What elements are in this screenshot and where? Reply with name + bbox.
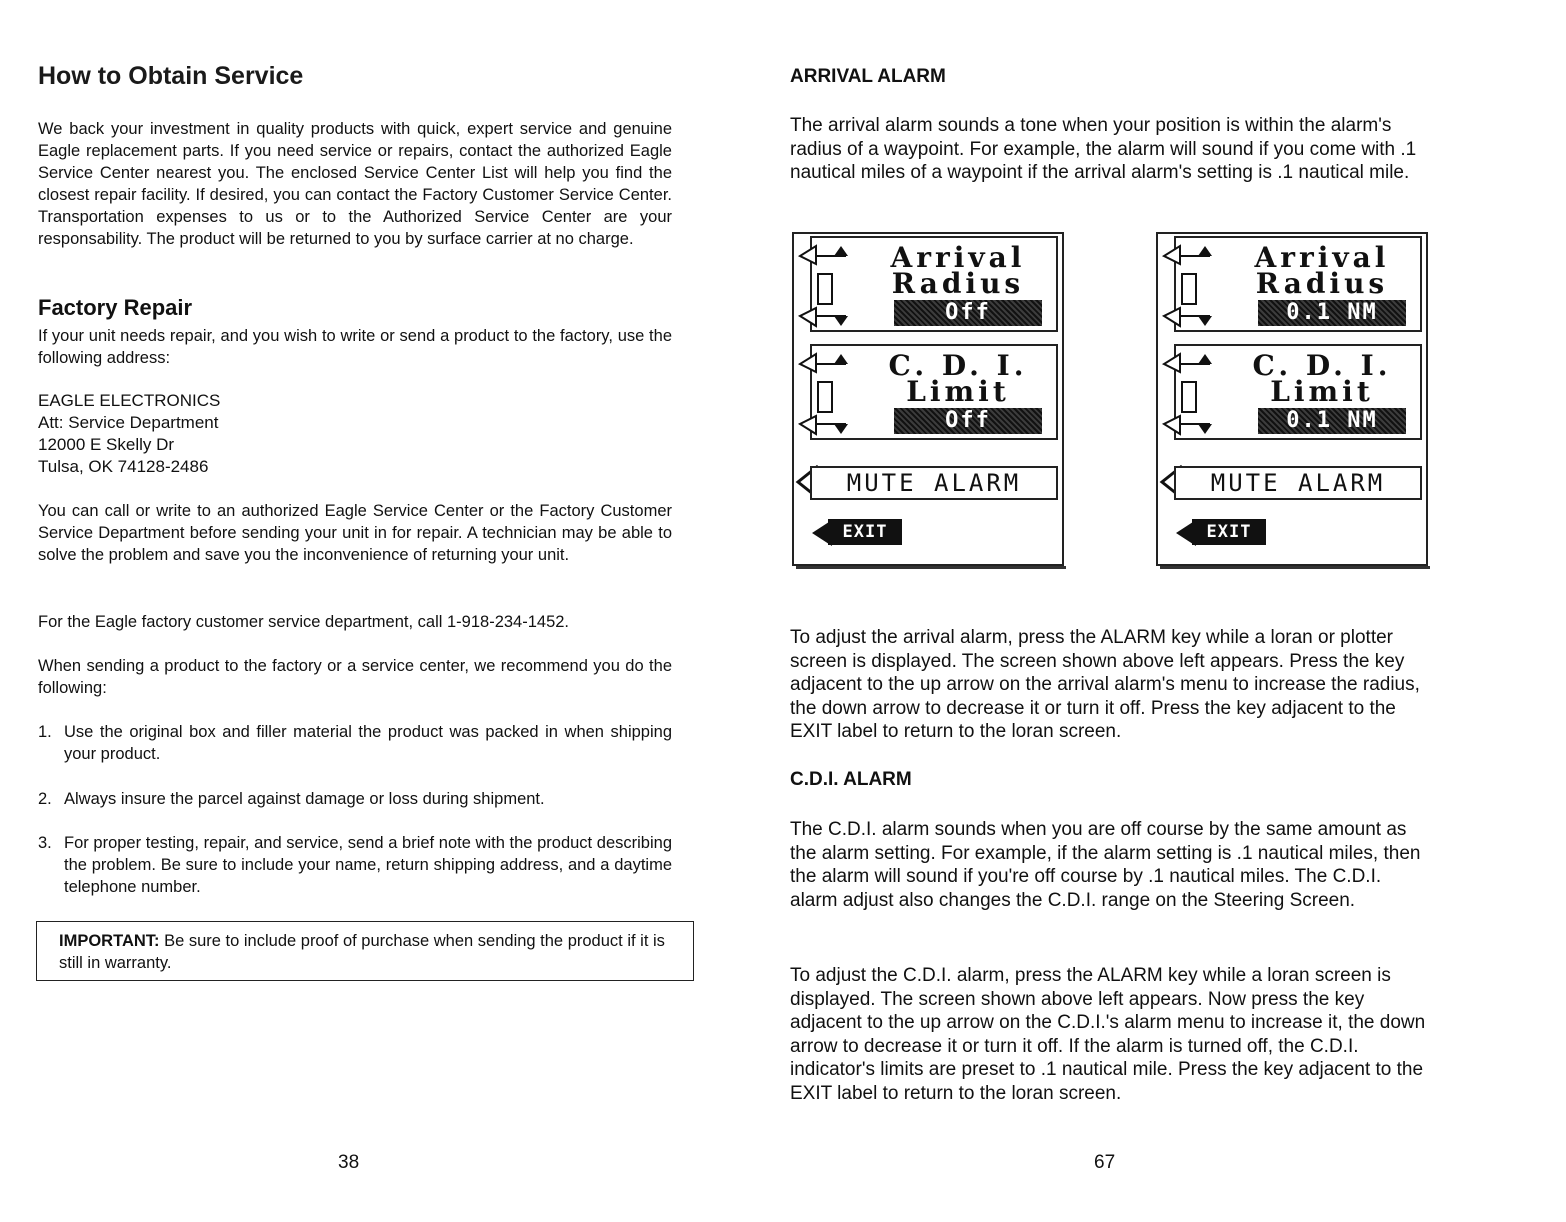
exit-text: EXIT <box>1192 519 1266 545</box>
arrival-alarm-heading: ARRIVAL ALARM <box>790 66 946 87</box>
cdi-limit-value: 0.1 NM <box>1258 408 1406 434</box>
address-line: EAGLE ELECTRONICS <box>38 391 221 410</box>
cdi-alarm-paragraph: The C.D.I. alarm sounds when you are off course by the same amount as the alarm setting. For example, if the alarm setting is .1 nautical miles, then the alarm will sound if you're off course by .1 nautical miles. The C.D.I. alarm adjust also changes the C.D.I. range on the Steering Screen. <box>790 819 1421 911</box>
alarm-screen-right <box>1156 232 1428 566</box>
cdi-limit-menu <box>810 344 1058 440</box>
cdi-alarm-heading: C.D.I. ALARM <box>790 769 912 790</box>
cdi-limit-menu <box>1174 344 1422 440</box>
mute-alarm-label: MUTE ALARM <box>1174 466 1422 500</box>
menu-title-line1: C. D. I. <box>1252 349 1392 382</box>
up-down-arrows-icon <box>1160 242 1220 330</box>
exit-label <box>1174 518 1266 548</box>
page-number: 67 <box>1094 1152 1116 1173</box>
menu-title-line1: Arrival <box>890 241 1026 274</box>
menu-title-line2: Limit <box>1270 375 1374 408</box>
screen-shadow <box>796 566 1066 569</box>
menu-title-line2: Radius <box>1255 267 1389 300</box>
alarm-screen-left <box>792 232 1064 566</box>
address-line: 12000 E Skelly Dr <box>38 435 175 454</box>
adjust-cdi-paragraph: To adjust the C.D.I. alarm, press the ALARM key while a loran screen is displayed. The screen shown above left appears. Now press the key adjacent to the up arrow on the C.D.I.'s alarm menu to increase it, the down arrow to decrease it or turn it off. If the alarm is turned off, the C.D.I. indicator's limits are preset to .1 nautical mile. Press the key adjacent to the EXIT label to return to the loran screen. <box>790 965 1426 1104</box>
menu-title-line2: Radius <box>891 267 1025 300</box>
list-item <box>38 721 672 765</box>
important-note <box>36 921 694 981</box>
page-number: 38 <box>338 1152 360 1173</box>
arrival-radius-menu <box>810 236 1058 332</box>
address-block <box>38 390 220 478</box>
list-item <box>38 788 672 810</box>
adjust-arrival-paragraph: To adjust the arrival alarm, press the ALARM key while a loran or plotter screen is displayed. The screen shown above left appears. Press the key adjacent to the up arrow on the arrival alarm's menu to increase the radius, the down arrow to decrease it or turn it off. Press the key adjacent to the EXIT label to return to the loran screen. <box>790 627 1420 742</box>
right-page <box>760 0 1566 1222</box>
exit-text: EXIT <box>828 519 902 545</box>
address-line: Tulsa, OK 74128-2486 <box>38 457 209 476</box>
list-text: Always insure the parcel against damage or loss during shipment. <box>64 790 545 808</box>
cdi-limit-value: Off <box>894 408 1042 434</box>
mute-alarm-label: MUTE ALARM <box>810 466 1058 500</box>
arrival-alarm-paragraph: The arrival alarm sounds a tone when your position is within the alarm's radius of a waypoint. For example, the alarm will sound if you come with .1 nautical miles of a waypoint if the arrival alarm's setting is .1 nautical mile. <box>790 115 1417 183</box>
up-down-arrows-icon <box>796 242 856 330</box>
intro-paragraph: We back your investment in quality products with quick, expert service and genuine Eagle replacement parts. If you need service or repairs, contact the authorized Eagle Service Center nearest you. The enclosed Service Center List will help you find the closest repair facility. If desired, you can contact the Factory Customer Service Center. Transportation expenses to us or to the Authorized Service Center are your responsability. The product will be returned to you by surface carrier at no charge. <box>38 120 672 248</box>
list-text: Use the original box and filler material the product was packed in when shipping your product. <box>64 723 672 763</box>
left-page <box>0 0 760 1222</box>
arrival-radius-value: 0.1 NM <box>1258 300 1406 326</box>
up-down-arrows-icon <box>1160 350 1220 438</box>
list-item <box>38 832 672 898</box>
arrival-radius-value: Off <box>894 300 1042 326</box>
important-label: IMPORTANT: <box>59 932 160 950</box>
factory-repair-heading: Factory Repair <box>38 295 193 320</box>
list-number: 1. <box>38 723 52 741</box>
exit-label <box>810 518 902 548</box>
screen-shadow <box>1160 566 1430 569</box>
page-title: How to Obtain Service <box>38 62 304 90</box>
factory-repair-paragraph: If your unit needs repair, and you wish to write or send a product to the factory, use the following address: <box>38 327 672 367</box>
sending-paragraph: When sending a product to the factory or a service center, we recommend you do the following: <box>38 657 672 697</box>
address-line: Att: Service Department <box>38 413 219 432</box>
menu-title-line1: C. D. I. <box>888 349 1028 382</box>
menu-title-line1: Arrival <box>1254 241 1390 274</box>
list-text: For proper testing, repair, and service, send a brief note with the product describing the problem. Be sure to include your name, return shipping address, and a daytime telephone number. <box>64 834 672 896</box>
important-text: Be sure to include proof of purchase when sending the product if it is still in warranty. <box>59 932 665 972</box>
phone-paragraph: For the Eagle factory customer service department, call 1-918-234-1452. <box>38 613 570 631</box>
arrival-radius-menu <box>1174 236 1422 332</box>
list-number: 2. <box>38 790 52 808</box>
list-number: 3. <box>38 834 52 852</box>
menu-title-line2: Limit <box>906 375 1010 408</box>
up-down-arrows-icon <box>796 350 856 438</box>
call-paragraph: You can call or write to an authorized Eagle Service Center or the Factory Customer Service Department before sending your unit in for repair. A technician may be able to solve the problem and save you the inconvenience of returning your unit. <box>38 502 672 564</box>
